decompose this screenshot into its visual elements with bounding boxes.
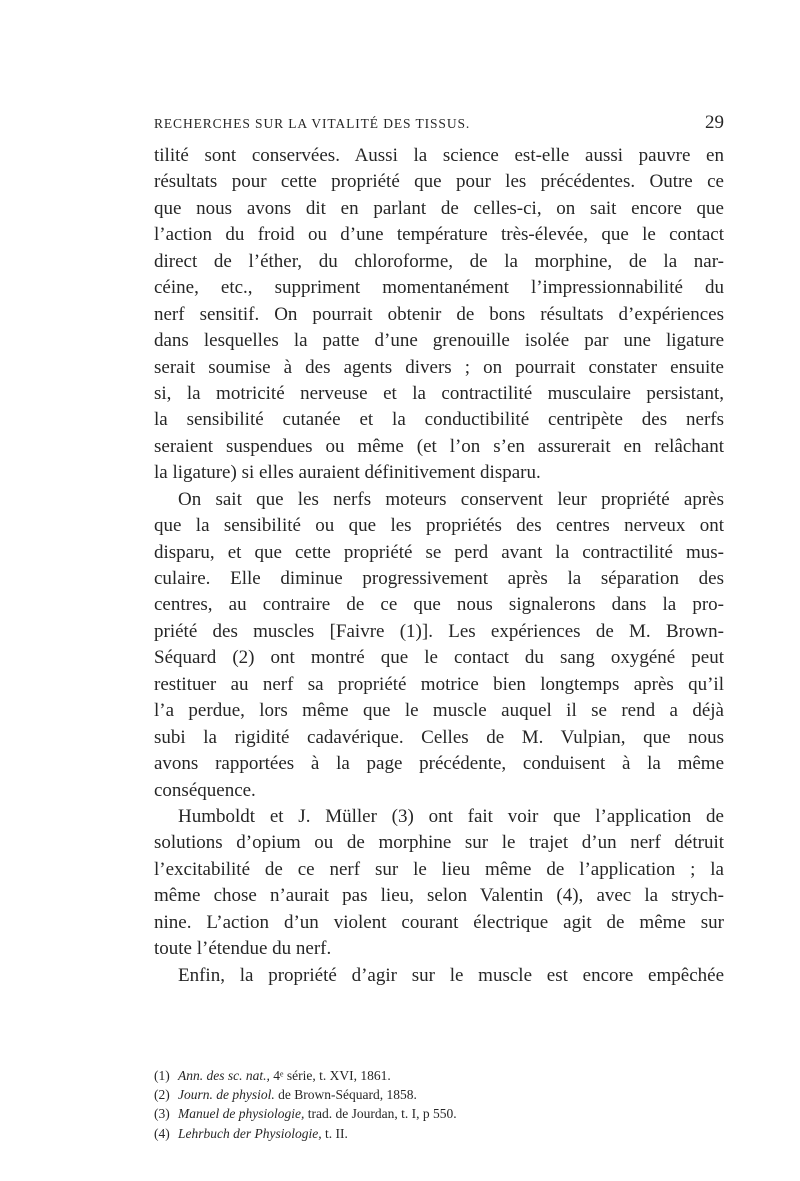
text-line: la sensibilité cutanée et la conductibilité centripète des nerfs [154,409,724,431]
footnote-number: (3) [154,1106,170,1122]
text-line: l’excitabilité de ce nerf sur le lieu même de l’application ; la [154,858,724,880]
text-line: avons rapportées à la page précédente, conduisent à la même [154,753,724,775]
text-line: direct de l’éther, du chloroforme, de la morphine, de la nar- [154,250,724,272]
text-line: dans lesquelles la patte d’une grenouille isolée par une ligature [154,330,724,352]
body-text [154,143,724,989]
page-number: 29 [705,112,724,133]
text-line: priété des muscles [Faivre (1)]. Les expériences de M. Brown- [154,620,724,642]
footnote-number: (4) [154,1125,170,1141]
text-line: si, la motricité nerveuse et la contractilité musculaire persistant, [154,382,724,404]
footnotes [154,1066,724,1143]
text-line: nine. L’action d’un violent courant électrique agit de même sur [154,911,724,933]
footnote-detail: de Brown-Séquard, 1858. [274,1087,417,1103]
text-line: tilité sont conservées. Aussi la science est-elle aussi pauvre en [154,145,724,166]
text-line: nerf sensitif. On pourrait obtenir de bons résultats d’expériences [154,303,724,325]
text-line: centres, au contraire de ce que nous signalerons dans la pro- [154,594,724,616]
footnote [154,1066,724,1085]
footnote-detail: 4ᵉ série, t. XVI, 1861. [269,1068,391,1083]
paragraph-start-line: On sait que les nerfs moteurs conservent leur propriété après [178,488,724,510]
paragraph-end-line: la ligature) si elles auraient définitivement disparu. [154,462,541,484]
footnote-source-title: Lehrbuch der Physiologie, [178,1125,322,1141]
paragraph-end-line: toute l’étendue du nerf. [154,938,332,960]
text-line: solutions d’opium ou de morphine sur le trajet d’un nerf détruit [154,832,724,854]
running-title: RECHERCHES SUR LA VITALITÉ DES TISSUS. [154,116,471,131]
text-line: seraient suspendues ou même (et l’on s’en assurerait en relâchant [154,435,724,457]
text-line: même chose n’aurait pas lieu, selon Valentin (4), avec la strych- [154,885,724,907]
text-line: restituer au nerf sa propriété motrice bien longtemps après qu’il [154,673,724,695]
footnote-detail: trad. de Jourdan, t. I, p 550. [304,1106,457,1122]
footnote [154,1104,724,1123]
paragraph-end-line: conséquence. [154,779,256,801]
footnote-number: (1) [154,1068,170,1083]
text-line: Séquard (2) ont montré que le contact du sang oxygéné peut [154,647,724,669]
paragraph-start-line: Humboldt et J. Müller (3) ont fait voir que l’application de [178,805,724,827]
footnote [154,1085,724,1104]
text-line: l’action du froid ou d’une température très-élevée, que le contact [154,224,724,246]
footnote-detail: t. II. [321,1125,348,1141]
text-line: culaire. Elle diminue progressivement après la séparation des [154,568,724,589]
text-line: que nous avons dit en parlant de celles-ci, on sait encore que [154,197,724,219]
footnote [154,1124,724,1143]
text-line: que la sensibilité ou que les propriétés des centres nerveux ont [154,515,724,537]
footnote-source-title: Manuel de physiologie, [178,1106,305,1122]
paragraph-start-line: Enfin, la propriété d’agir sur le muscle est encore empêchée [178,964,724,986]
text-line: subi la rigidité cadavérique. Celles de M. Vulpian, que nous [154,726,724,748]
text-line: résultats pour cette propriété que pour les précédentes. Outre ce [154,171,724,193]
text-line: céine, etc., suppriment momentanément l’impressionnabilité du [154,277,724,299]
footnote-number: (2) [154,1087,170,1103]
footnote-source-title: Ann. des sc. nat., [178,1068,270,1083]
footnote-source-title: Journ. de physiol. [178,1087,275,1103]
text-line: serait soumise à des agents divers ; on pourrait constater ensuite [154,356,724,378]
page-header [154,112,724,138]
text-line: disparu, et que cette propriété se perd avant la contractilité mus- [154,541,724,563]
text-line: l’a perdue, lors même que le muscle auquel il se rend a déjà [154,700,724,722]
